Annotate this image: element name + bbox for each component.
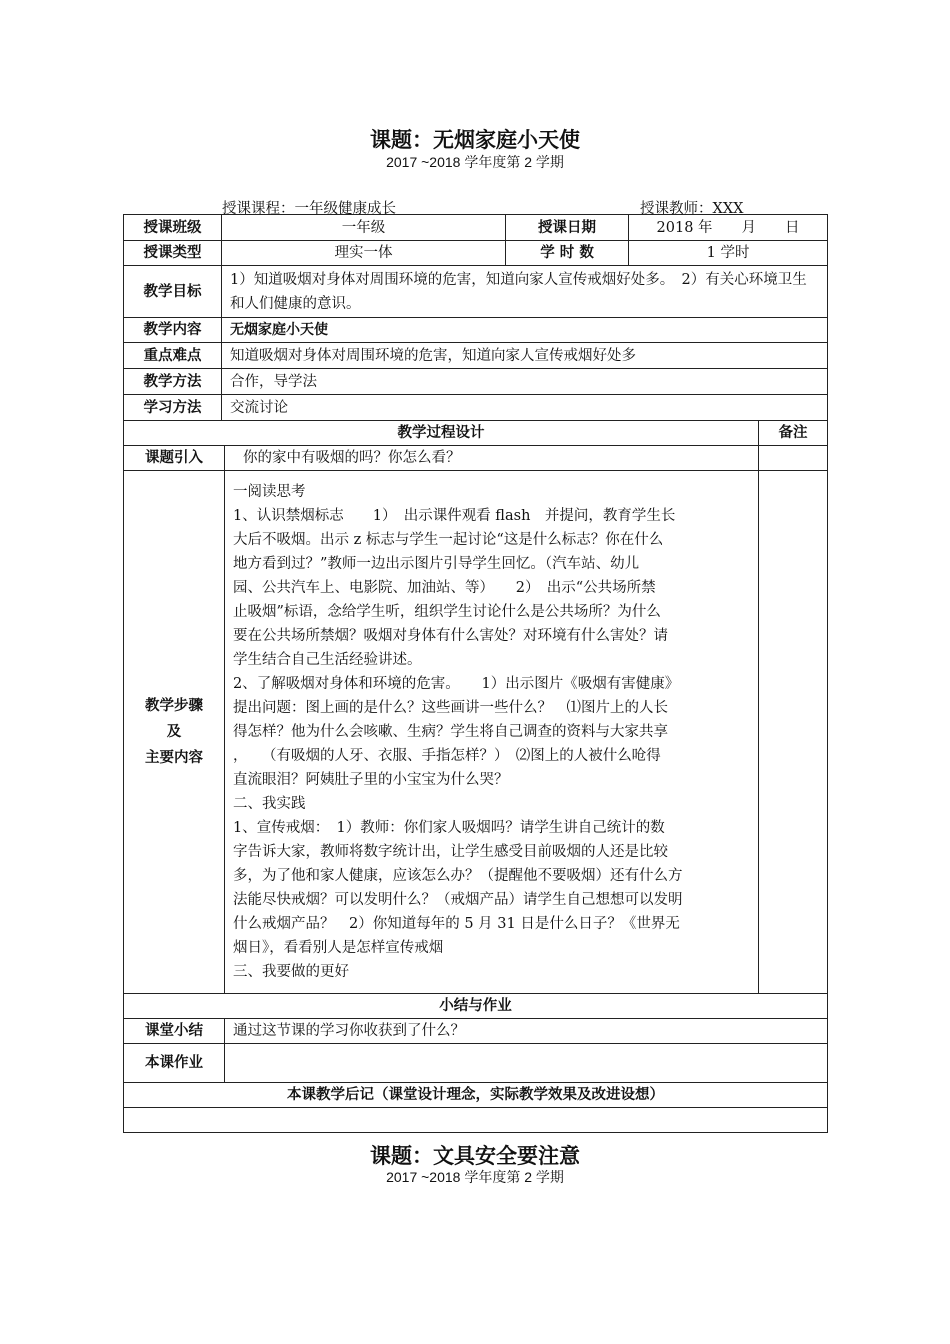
date-label: 授课日期 xyxy=(506,215,629,241)
steps-line: 学生结合自己生活经验讲述。 xyxy=(233,652,422,668)
steps-label-line: 主要内容 xyxy=(145,750,203,766)
steps-label-line: 教学步骤 xyxy=(145,698,203,714)
lesson-plan-table xyxy=(123,214,828,1133)
content-value: 无烟家庭小天使 xyxy=(222,318,828,343)
teacher-info: 授课教师：XXX xyxy=(640,201,744,217)
steps-line: 二、我实践 xyxy=(233,796,306,812)
intro-value: 你的家中有吸烟的吗？你怎么看？ xyxy=(225,446,759,471)
steps-line: 法能尽快戒烟？可以发明什么？（戒烟产品）请学生自己想想可以发明 xyxy=(233,892,683,908)
steps-line: 2、了解吸烟对身体和环境的危害。 1）出示图片《吸烟有害健康》 xyxy=(233,676,680,692)
steps-line: 直流眼泪？阿姨肚子里的小宝宝为什么哭？ xyxy=(233,772,509,788)
process-header: 教学过程设计 xyxy=(124,421,759,446)
steps-line: 多，为了他和家人健康，应该怎么办？（提醒他不要吸烟）还有什么方 xyxy=(233,868,683,884)
class-label: 授课班级 xyxy=(124,215,222,241)
teach-method-label: 教学方法 xyxy=(124,369,222,395)
summary-header: 小结与作业 xyxy=(124,994,828,1019)
remark-header: 备注 xyxy=(759,421,828,446)
next-lesson-title: 课题：文具安全要注意 xyxy=(370,1144,580,1168)
steps-label xyxy=(124,471,225,994)
intro-label: 课题引入 xyxy=(124,446,225,471)
summary-value: 通过这节课的学习你收获到了什么？ xyxy=(225,1019,828,1044)
steps-line: 什么戒烟产品？ 2）你知道每年的 5 月 31 日是什么日子？《世界无 xyxy=(233,916,680,932)
steps-line: 大后不吸烟。出示 z 标志与学生一起讨论“这是什么标志？你在什么 xyxy=(233,532,664,548)
type-value: 理实一体 xyxy=(222,241,506,266)
homework-label: 本课作业 xyxy=(124,1044,225,1083)
postscript-header: 本课教学后记（课堂设计理念，实际教学效果及改进设想） xyxy=(124,1083,828,1108)
steps-line: 1、宣传戒烟： 1）教师：你们家人吸烟吗？请学生讲自己统计的数 xyxy=(233,820,665,836)
steps-line: 烟日》，看看别人是怎样宣传戒烟 xyxy=(233,940,444,956)
next-lesson-term: 2017 ~2018 学年度第 2 学期 xyxy=(386,1169,564,1185)
postscript-value xyxy=(124,1108,828,1133)
key-label: 重点难点 xyxy=(124,343,222,369)
steps-line: 地方看到过？”教师一边出示图片引导学生回忆。（汽车站、幼儿 xyxy=(233,556,640,572)
goal-value: 1）知道吸烟对身体对周围环境的危害，知道向家人宣传戒烟好处多。 2）有关心环境卫生和人们健康的意识。 xyxy=(222,266,828,318)
steps-line: 1、认识禁烟标志 1） 出示课件观看 flash 并提问，教育学生长 xyxy=(233,508,676,524)
hours-label: 学 时 数 xyxy=(506,241,629,266)
content-label: 教学内容 xyxy=(124,318,222,343)
learn-method-label: 学习方法 xyxy=(124,395,222,421)
steps-line: 园、公共汽车上、电影院、加油站、等） 2） 出示“公共场所禁 xyxy=(233,580,656,596)
steps-line: 止吸烟”标语，念给学生听，组织学生讨论什么是公共场所？为什么 xyxy=(233,604,661,620)
key-value: 知道吸烟对身体对周围环境的危害，知道向家人宣传戒烟好处多 xyxy=(222,343,828,369)
class-value: 一年级 xyxy=(222,215,506,241)
teach-method-value: 合作，导学法 xyxy=(222,369,828,395)
homework-value xyxy=(225,1044,828,1083)
steps-line: 一阅读思考 xyxy=(233,484,306,500)
summary-label: 课堂小结 xyxy=(124,1019,225,1044)
intro-remark xyxy=(759,446,828,471)
steps-line: 要在公共场所禁烟？吸烟对身体有什么害处？对环境有什么害处？请 xyxy=(233,628,668,644)
type-label: 授课类型 xyxy=(124,241,222,266)
steps-line: 字告诉大家，教师将数字统计出，让学生感受目前吸烟的人还是比较 xyxy=(233,844,668,860)
learn-method-value: 交流讨论 xyxy=(222,395,828,421)
steps-line: 提出问题：图上画的是什么？这些画讲一些什么？ ⑴图片上的人长 xyxy=(233,700,668,716)
goal-label: 教学目标 xyxy=(124,266,222,318)
steps-content xyxy=(225,471,759,994)
lesson-term: 2017 ~2018 学年度第 2 学期 xyxy=(386,154,564,170)
steps-label-line: 及 xyxy=(166,724,182,740)
date-value: 2018 年 月 日 xyxy=(629,215,828,241)
course-info: 授课课程：一年级健康成长 xyxy=(222,201,396,217)
steps-line: 得怎样？他为什么会咳嗽、生病？学生将自己调查的资料与大家共享 xyxy=(233,724,668,740)
lesson-title: 课题：无烟家庭小天使 xyxy=(370,128,580,152)
steps-remark xyxy=(759,471,828,994)
hours-value: 1 学时 xyxy=(629,241,828,266)
steps-line: ， （有吸烟的人牙、衣服、手指怎样？） ⑵图上的人被什么呛得 xyxy=(233,748,661,764)
steps-line: 三、我要做的更好 xyxy=(233,964,349,980)
